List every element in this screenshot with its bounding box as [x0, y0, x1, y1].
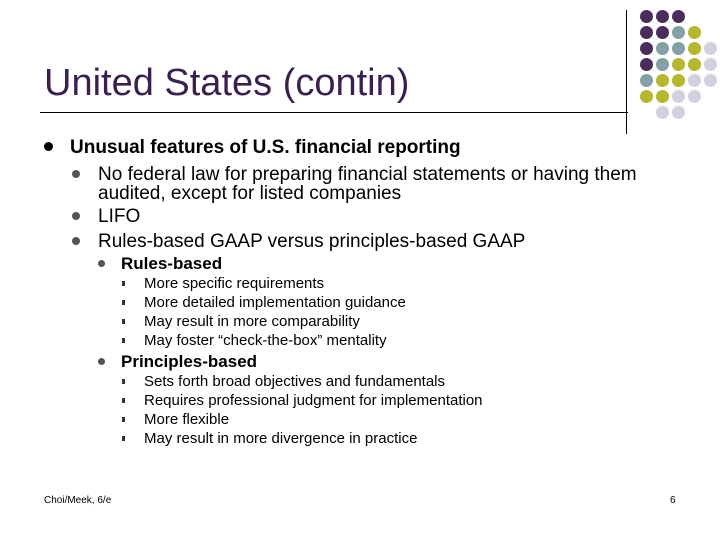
bullet-text: More detailed implementation guidance	[144, 294, 406, 311]
bullet-marker	[98, 358, 105, 365]
decor-dot	[672, 26, 685, 39]
footer-citation: Choi/Meek, 6/e	[44, 495, 112, 506]
bullet-marker	[98, 260, 105, 267]
decor-dot	[640, 26, 653, 39]
decor-dot	[688, 26, 701, 39]
bullet-marker	[44, 142, 53, 151]
bullet-text: May result in more comparability	[144, 313, 360, 330]
decor-dot	[672, 74, 685, 87]
bullet-marker	[122, 379, 125, 384]
bullet-l4-principles-item	[144, 373, 445, 390]
decor-dot	[656, 10, 669, 23]
decor-dot	[704, 74, 717, 87]
decor-dot	[672, 90, 685, 103]
bullet-l2-lifo	[98, 206, 140, 228]
bullet-l4-rules-item	[144, 275, 324, 292]
bullet-text: Sets forth broad objectives and fundamentals	[144, 373, 446, 390]
bullet-text: Requires professional judgment for implementation	[144, 392, 483, 409]
decor-dot	[672, 10, 685, 23]
bullet-marker	[72, 212, 80, 220]
bullet-text: audited, except for listed companies	[98, 183, 402, 204]
decor-dot	[704, 58, 717, 71]
bullet-text: May result in more divergence in practice	[144, 430, 418, 447]
bullet-marker	[122, 338, 125, 343]
bullet-text: More flexible	[144, 411, 230, 428]
bullet-l4-principles-item	[144, 430, 417, 447]
decor-dot	[640, 10, 653, 23]
decor-dot	[640, 58, 653, 71]
bullet-text: Unusual features of U.S. financial reporting	[70, 137, 461, 158]
decor-dot	[672, 106, 685, 119]
title-divider	[40, 112, 628, 113]
decor-dot	[672, 42, 685, 55]
bullet-marker	[122, 300, 125, 305]
decor-dot	[656, 90, 669, 103]
decor-dot	[640, 90, 653, 103]
decor-dot	[640, 74, 653, 87]
decor-dot	[688, 90, 701, 103]
bullet-l3-rules-based	[121, 254, 222, 274]
bullet-marker	[122, 281, 125, 286]
decor-dot	[688, 74, 701, 87]
bullet-marker	[72, 237, 80, 245]
decor-dot	[656, 42, 669, 55]
decor-dot	[656, 58, 669, 71]
bullet-text: Rules-based	[121, 254, 223, 273]
decor-dot	[704, 42, 717, 55]
bullet-text: No federal law for preparing financial statements or having them	[98, 164, 637, 185]
bullet-l2-federal-law-continued	[98, 183, 401, 205]
bullet-text: Principles-based	[121, 352, 258, 371]
decorative-dot-grid	[638, 10, 718, 120]
bullet-text: LIFO	[98, 206, 141, 227]
decor-dot	[656, 74, 669, 87]
bullet-l4-principles-item	[144, 411, 229, 428]
bullet-marker	[122, 417, 125, 422]
decor-dot	[672, 58, 685, 71]
bullet-text: May foster “check-the-box” mentality	[144, 332, 387, 349]
bullet-l1-unusual-features	[70, 137, 461, 159]
page-number: 6	[670, 495, 676, 506]
bullet-l4-rules-item	[144, 313, 360, 330]
bullet-l2-rules-vs-principles	[98, 231, 525, 253]
decor-dot	[688, 42, 701, 55]
bullet-l4-principles-item	[144, 392, 483, 409]
decor-dot	[688, 58, 701, 71]
bullet-l4-rules-item	[144, 294, 406, 311]
decor-dot	[640, 42, 653, 55]
bullet-marker	[72, 170, 80, 178]
bullet-l3-principles-based	[121, 352, 257, 372]
decor-dot	[656, 26, 669, 39]
bullet-text: Rules-based GAAP versus principles-based GAAP	[98, 231, 526, 252]
slide-title: United States (contin)	[44, 62, 410, 104]
decor-dot	[656, 106, 669, 119]
vertical-divider	[626, 10, 627, 134]
bullet-l4-rules-item	[144, 332, 387, 349]
bullet-text: More specific requirements	[144, 275, 325, 292]
bullet-marker	[122, 319, 125, 324]
bullet-marker	[122, 398, 125, 403]
bullet-marker	[122, 436, 125, 441]
